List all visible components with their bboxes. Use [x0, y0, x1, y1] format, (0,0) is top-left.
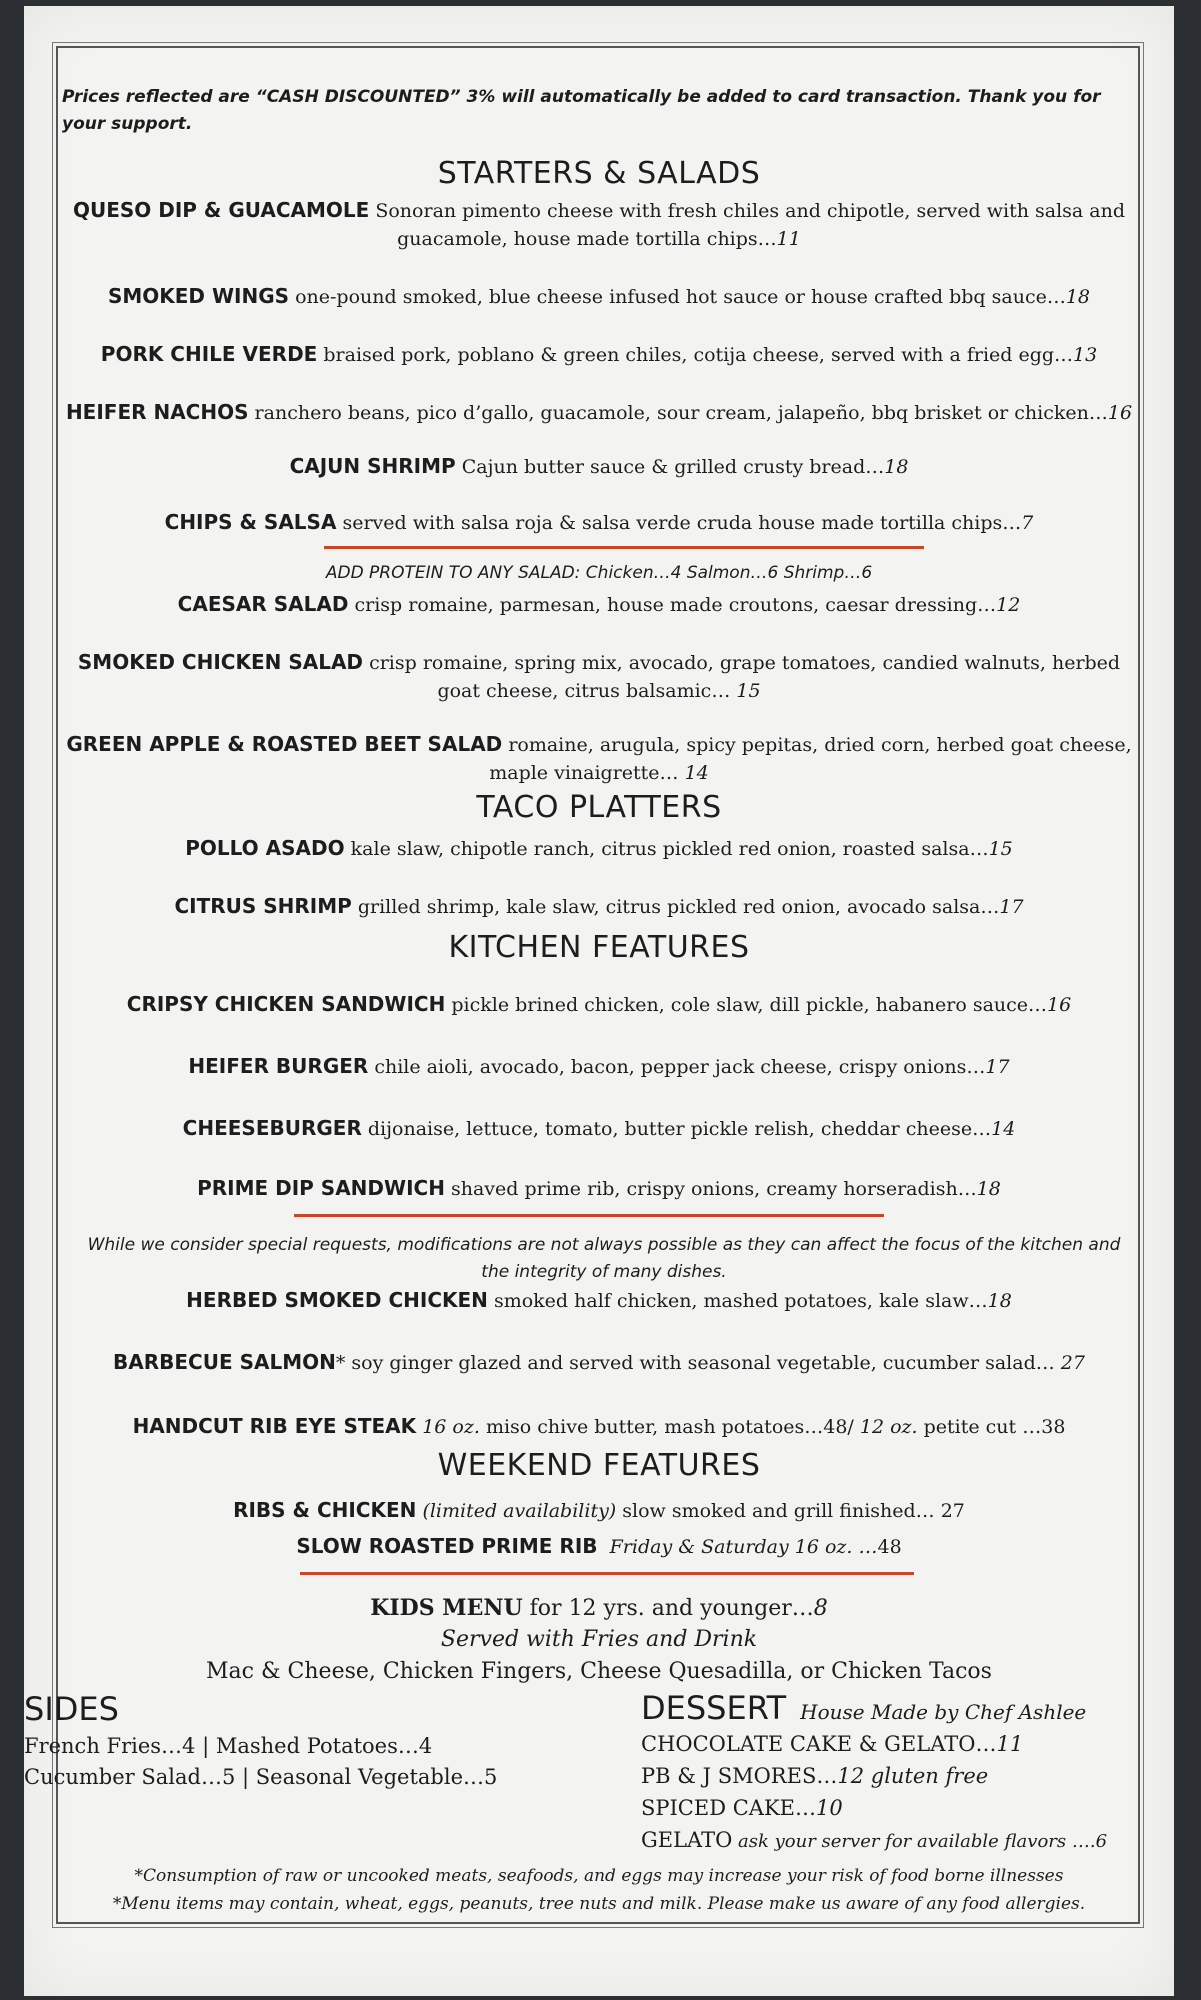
dessert-item-name: PB & J SMORES… [641, 1764, 838, 1788]
sides-title: SIDES [24, 1690, 119, 1728]
item-weight: 16 oz. [422, 1416, 480, 1438]
item-desc: smoked half chicken, mashed potatoes, kale slaw… [487, 1290, 988, 1312]
dessert-item-name: SPICED CAKE… [641, 1796, 816, 1820]
item-price: 11 [776, 228, 801, 250]
item-price: 18 [987, 1290, 1012, 1312]
item-price: 12 [996, 594, 1021, 616]
menu-item [54, 834, 1144, 863]
divider-line [324, 546, 924, 549]
item-desc: romaine, arugula, spicy pepitas, dried corn, herbed goat cheese, maple vinaigrette… [489, 734, 1132, 784]
cash-discount-notice: Prices reflected are “CASH DISCOUNTED” 3% will automatically be added to card transaction. Thank you for your support. [62, 87, 1101, 134]
dessert-item-name: GELATO [641, 1828, 733, 1852]
kids-menu-options: Mac & Cheese, Chicken Fingers, Cheese Quesadilla, or Chicken Tacos [206, 1659, 992, 1684]
item-price: 17 [999, 896, 1024, 918]
item-price: 15 [988, 838, 1013, 860]
item-price: 14 [684, 762, 709, 784]
menu-item [54, 1348, 1144, 1377]
menu-item [54, 282, 1144, 311]
item-note: (limited availability) [422, 1500, 617, 1522]
item-price: 17 [985, 1056, 1010, 1078]
kids-menu [24, 1592, 1174, 1625]
item-desc: slow smoked and grill finished… [616, 1500, 941, 1522]
section-weekend-features: WEEKEND FEATURES [437, 1448, 761, 1483]
menu-item [54, 1412, 1144, 1441]
divider-line [300, 1572, 914, 1575]
item-name: PORK CHILE VERDE [100, 342, 318, 366]
item-desc: shaved prime rib, crispy onions, creamy horseradish… [444, 1178, 977, 1200]
menu-item [54, 1052, 1144, 1081]
item-weight: 12 oz. [859, 1416, 918, 1438]
item-desc: kale slaw, chipotle ranch, citrus pickled red onion, roasted salsa… [344, 838, 989, 860]
item-desc: ranchero beans, pico d’gallo, guacamole, sour cream, jalapeño, bbq brisket or chicken… [248, 402, 1108, 424]
item-desc: Sonoran pimento cheese with fresh chiles and chipotle, served with salsa and guacamole, house made tortilla chips… [369, 200, 1125, 250]
item-name: CHEESEBURGER [182, 1116, 362, 1140]
item-price: 16 [1047, 994, 1072, 1016]
item-price: 14 [991, 1118, 1016, 1140]
item-desc: petite cut … [917, 1416, 1042, 1438]
item-price: 16 [1107, 402, 1133, 424]
menu-item [54, 508, 1144, 537]
kids-menu-title: KIDS MENU [370, 1595, 523, 1621]
item-name: CAJUN SHRIMP [289, 454, 456, 478]
sides-section [24, 1690, 584, 1793]
item-name: SLOW ROASTED PRIME RIB [296, 1534, 598, 1558]
item-price: 15 [736, 680, 761, 702]
item-name: PRIME DIP SANDWICH [197, 1176, 445, 1200]
menu-item [54, 1286, 1144, 1315]
menu-item [54, 340, 1144, 369]
item-price: 38 [1041, 1416, 1066, 1438]
item-desc: pickle brined chicken, cole slaw, dill pickle, habanero sauce… [445, 994, 1048, 1016]
dessert-item [641, 1824, 1181, 1858]
item-desc: served with salsa roja & salsa verde cruda house made tortilla chips… [336, 512, 1022, 534]
menu-item [54, 648, 1144, 705]
item-name: CAESAR SALAD [177, 592, 349, 616]
item-desc: braised pork, poblano & green chiles, cotija cheese, served with a fried egg… [317, 344, 1074, 366]
dessert-title: DESSERT [641, 1689, 787, 1727]
raw-food-disclaimer: *Consumption of raw or uncooked meats, seafoods, and eggs may increase your risk of food borne illnesses [134, 1866, 1064, 1886]
item-name: SMOKED WINGS [107, 284, 290, 308]
menu-item [54, 1174, 1144, 1203]
item-name: HANDCUT RIB EYE STEAK [132, 1414, 417, 1438]
dessert-item-name: CHOCOLATE CAKE & GELATO… [641, 1732, 997, 1756]
item-price: 18 [1065, 286, 1091, 308]
section-kitchen-features: KITCHEN FEATURES [448, 930, 750, 965]
item-name: SMOKED CHICKEN SALAD [77, 650, 364, 674]
menu-page [24, 6, 1174, 1996]
item-desc: * soy ginger glazed and served with seasonal vegetable, cucumber salad… [335, 1352, 1061, 1374]
dessert-item-price: 11 [996, 1732, 1024, 1756]
dessert-item-note: ask your server for available flavors ….6 [732, 1831, 1108, 1852]
item-desc: grilled shrimp, kale slaw, citrus pickled red onion, avocado salsa… [351, 896, 1000, 918]
item-name: HEIFER NACHOS [65, 400, 249, 424]
item-price: 18 [976, 1178, 1001, 1200]
dessert-section [641, 1689, 1181, 1858]
dessert-item [641, 1760, 1181, 1792]
dessert-item-note: gluten free [864, 1764, 989, 1788]
item-desc: Cajun butter sauce & grilled crusty bread… [455, 456, 885, 478]
item-price: 48 [877, 1536, 902, 1558]
dessert-item [641, 1728, 1181, 1760]
menu-item [54, 452, 1144, 481]
item-desc: miso chive butter, mash potatoes…48/ [479, 1416, 860, 1438]
sides-line: French Fries…4 | Mashed Potatoes…4 [24, 1734, 433, 1758]
item-price: 18 [884, 456, 909, 478]
item-name: QUESO DIP & GUACAMOLE [72, 198, 370, 222]
menu-item [54, 730, 1144, 787]
item-desc: chile aioli, avocado, bacon, pepper jack cheese, crispy onions… [368, 1056, 986, 1078]
menu-item [54, 196, 1144, 253]
item-name: POLLO ASADO [185, 836, 345, 860]
item-price: 13 [1073, 344, 1098, 366]
item-name: HERBED SMOKED CHICKEN [186, 1288, 488, 1312]
item-desc: dijonaise, lettuce, tomato, butter pickle relish, cheddar cheese… [361, 1118, 992, 1140]
menu-item [54, 892, 1144, 921]
sides-line: Cucumber Salad…5 | Seasonal Vegetable…5 [24, 1765, 498, 1789]
menu-item [54, 990, 1144, 1019]
kids-menu-desc: for 12 yrs. and younger… [522, 1596, 814, 1621]
item-name: BARBECUE SALMON [113, 1350, 336, 1374]
modifications-note: While we consider special requests, modifications are not always possible as they can affect the focus of the kitchen and the integrity of many dishes. [87, 1235, 1121, 1282]
item-price: 7 [1021, 512, 1034, 534]
add-protein-note: ADD PROTEIN TO ANY SALAD: Chicken…4 Salmon…6 Shrimp…6 [325, 563, 873, 583]
menu-item [54, 590, 1144, 619]
allergy-disclaimer: *Menu items may contain, wheat, eggs, peanuts, tree nuts and milk. Please make us aware of any food allergies. [112, 1894, 1086, 1914]
dessert-item-price: 12 [837, 1764, 865, 1788]
item-name: HEIFER BURGER [188, 1054, 369, 1078]
dessert-item-price: 10 [815, 1796, 843, 1820]
menu-item [54, 1496, 1144, 1525]
kids-menu-price: 8 [813, 1596, 828, 1621]
divider-line [294, 1214, 884, 1217]
dessert-item [641, 1792, 1181, 1824]
item-desc: one-pound smoked, blue cheese infused hot sauce or house crafted bbq sauce… [289, 286, 1066, 308]
item-name: CRIPSY CHICKEN SANDWICH [126, 992, 446, 1016]
item-name: CHIPS & SALSA [164, 510, 337, 534]
kids-menu-sides: Served with Fries and Drink [440, 1627, 758, 1652]
item-price: 27 [940, 1500, 965, 1522]
item-price: 27 [1060, 1352, 1085, 1374]
menu-item [54, 1532, 1144, 1561]
item-desc: crisp romaine, spring mix, avocado, grape tomatoes, candied walnuts, herbed goat cheese, citrus balsamic… [363, 652, 1121, 702]
item-name: RIBS & CHICKEN [233, 1498, 417, 1522]
menu-item [54, 398, 1144, 427]
dessert-subtitle: House Made by Chef Ashlee [800, 1700, 1087, 1724]
item-name: CITRUS SHRIMP [174, 894, 352, 918]
item-note: Friday & Saturday 16 oz. … [609, 1536, 878, 1558]
section-taco-platters: TACO PLATTERS [476, 790, 722, 825]
menu-item [54, 1114, 1144, 1143]
item-desc: crisp romaine, parmesan, house made croutons, caesar dressing… [348, 594, 997, 616]
section-starters-salads: STARTERS & SALADS [437, 156, 761, 191]
item-name: GREEN APPLE & ROASTED BEET SALAD [66, 732, 503, 756]
